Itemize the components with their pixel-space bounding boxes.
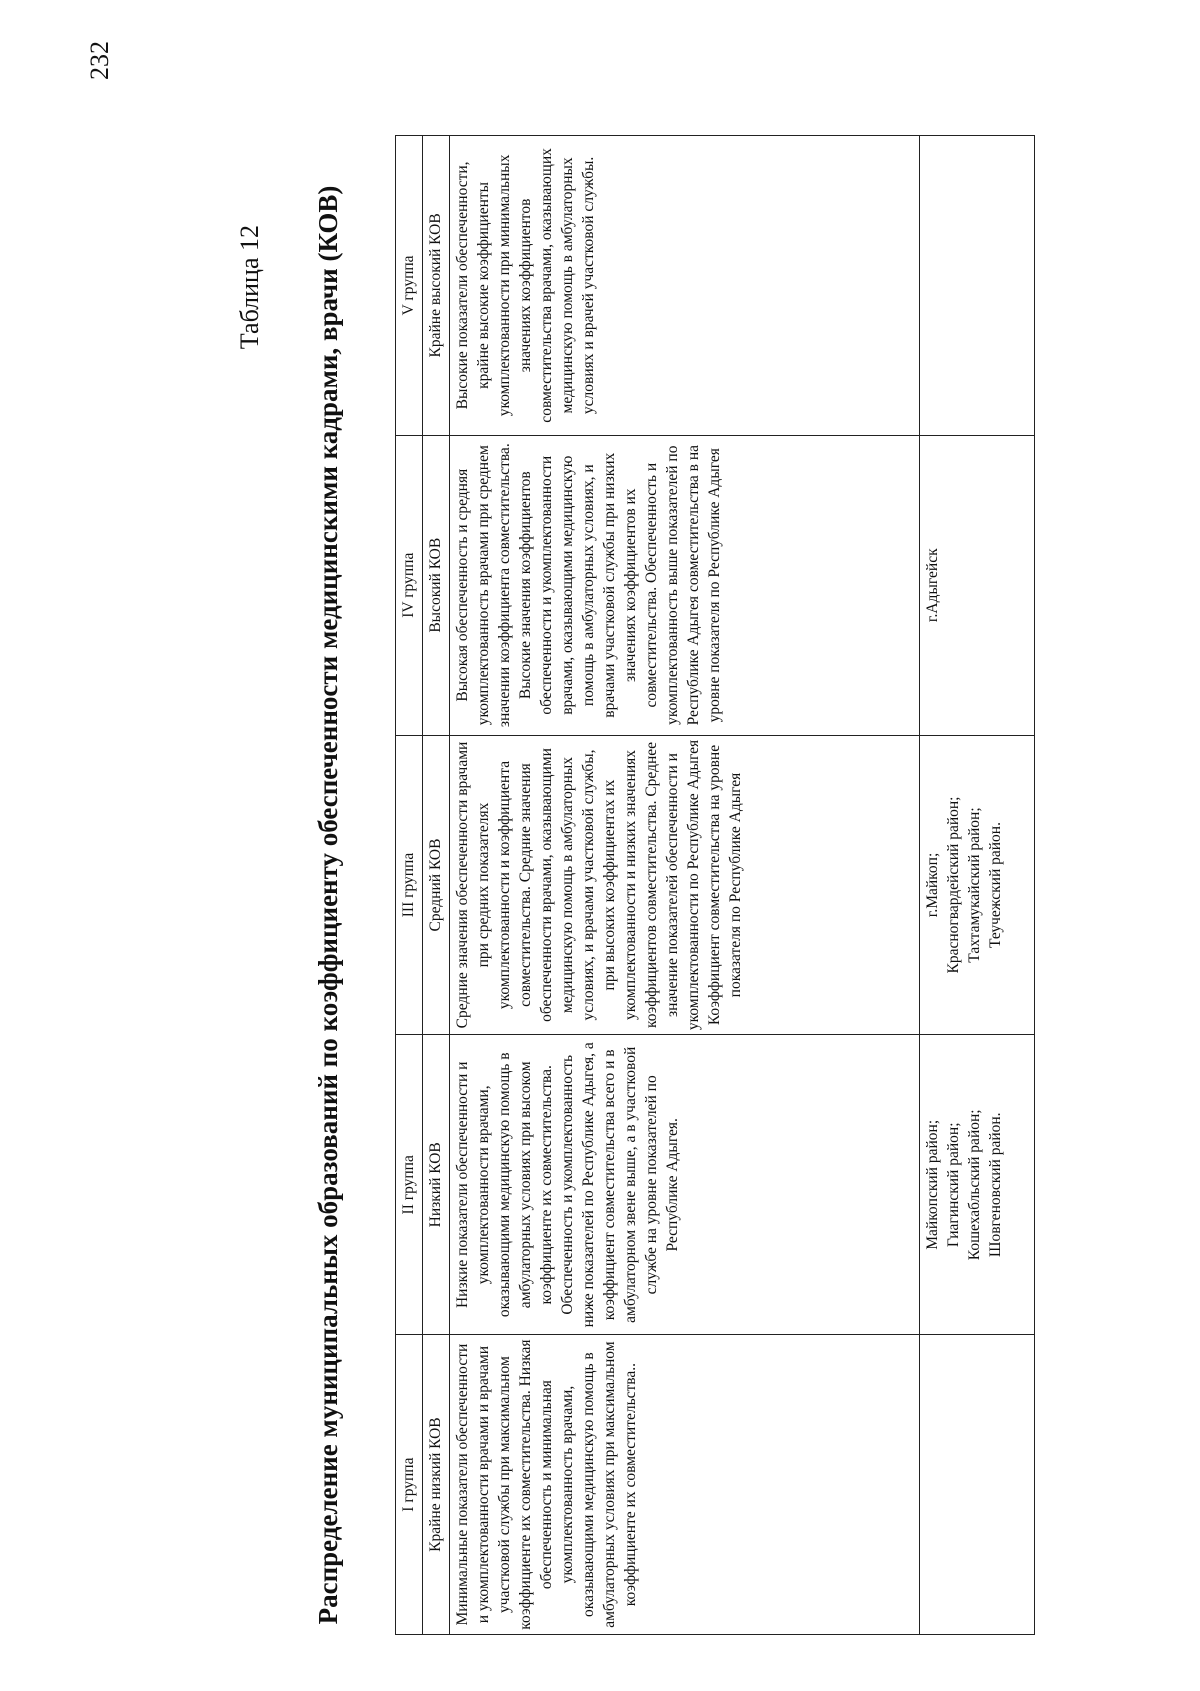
group-header-row bbox=[396, 136, 423, 1635]
table-title: Распределение муниципальных образований по коэффициенту обеспеченности медицинскими кадрами, врачи (КОВ) bbox=[313, 185, 343, 1625]
description-row bbox=[450, 136, 920, 1635]
group-description-3: Средние значения обеспеченности врачами при средних показателях укомплектованности и коэффициента совместительства. Средние значения обеспеченности врачами, оказывающими медицинскую помощь в амбулаторных условиях, и врачами участковой службы, при высоких коэффициентах их укомплектованности и низких значениях коэффициентов совместительства. Среднее значение показателей обеспеченности и укомплектованности по Республике Адыгея Коэффициент совместительства на уровне показателя по Республике Адыгея bbox=[450, 735, 920, 1035]
group-description-1: Минимальные показатели обеспеченности и укомплектованности врачами и врачами участковой службы при максимальном коэффициенте их совместительства. Низкая обеспеченность и минимальная укомплектованность врачами, оказывающими медицинскую помощь в амбулаторных условиях при максимальном коэффициенте их совместительства.. bbox=[450, 1335, 920, 1635]
group-municipalities-3 bbox=[920, 735, 1035, 1035]
group-municipalities-4 bbox=[920, 435, 1035, 735]
group-description-4: Высокая обеспеченность и средняя укомплектованность врачами при среднем значении коэффициента совместительства. Высокие значения коэффициентов обеспеченности и укомплектованности врачами, оказывающими медицинскую помощь в амбулаторных условиях, и врачами участковой службы при низких значениях коэффициентов их совместительства. Обеспеченность и укомплектованность выше показателей по Республике Адыгея совместительства в на уровне показателя по Республике Адыгея bbox=[450, 435, 920, 735]
level-header-3: Средний КОВ bbox=[423, 735, 450, 1035]
group-municipalities-1 bbox=[920, 1335, 1035, 1635]
kov-distribution-table bbox=[395, 135, 1035, 1635]
rotated-page bbox=[45, 35, 1135, 1655]
level-header-5: Крайне высокий КОВ bbox=[423, 136, 450, 436]
level-header-1: Крайне низкий КОВ bbox=[423, 1335, 450, 1635]
level-header-2: Низкий КОВ bbox=[423, 1035, 450, 1335]
municipalities-row bbox=[920, 136, 1035, 1635]
municipality-item: Гиагинский район; bbox=[945, 1122, 962, 1248]
municipality-item: Тахтамукайский район; bbox=[966, 807, 983, 963]
group-header-1: I группа bbox=[396, 1335, 423, 1635]
group-description-5: Высокие показатели обеспеченности, крайне высокие коэффициенты укомплектованности при минимальных значениях коэффициентов совместительства врачами, оказывающих медицинскую помощь в амбулаторных условиях и врачей участковой службы. bbox=[450, 136, 920, 436]
municipality-item: Шовгеновский район. bbox=[987, 1112, 1004, 1258]
table-label: Таблица 12 bbox=[235, 225, 264, 350]
level-header-4: Высокий КОВ bbox=[423, 435, 450, 735]
level-header-row bbox=[423, 136, 450, 1635]
page-number: 232 bbox=[85, 41, 114, 80]
municipality-item: г.Адыгейск bbox=[924, 548, 941, 623]
group-municipalities-2 bbox=[920, 1035, 1035, 1335]
group-municipalities-5 bbox=[920, 136, 1035, 436]
municipality-item: Теучежский район. bbox=[987, 822, 1004, 948]
group-description-2: Низкие показатели обеспеченности и укомплектованности врачами, оказывающими медицинскую помощь в амбулаторных условиях при высоком коэффициенте их совместительства. Обеспеченность и укомплектованность ниже показателей по Республике Адыгея, а коэффициент совместительства всего и в амбулаторном звене выше, а в участковой службе на уровне показателей по Республике Адыгея. bbox=[450, 1035, 920, 1335]
municipality-item: г.Майкоп; bbox=[924, 852, 941, 918]
group-header-5: V группа bbox=[396, 136, 423, 436]
group-header-2: II группа bbox=[396, 1035, 423, 1335]
municipality-item: Майкопский район; bbox=[924, 1119, 941, 1250]
municipality-item: Красногвардейский район; bbox=[945, 796, 962, 974]
group-header-3: III группа bbox=[396, 735, 423, 1035]
municipality-item: Кошехабльский район; bbox=[966, 1109, 983, 1261]
group-header-4: IV группа bbox=[396, 435, 423, 735]
